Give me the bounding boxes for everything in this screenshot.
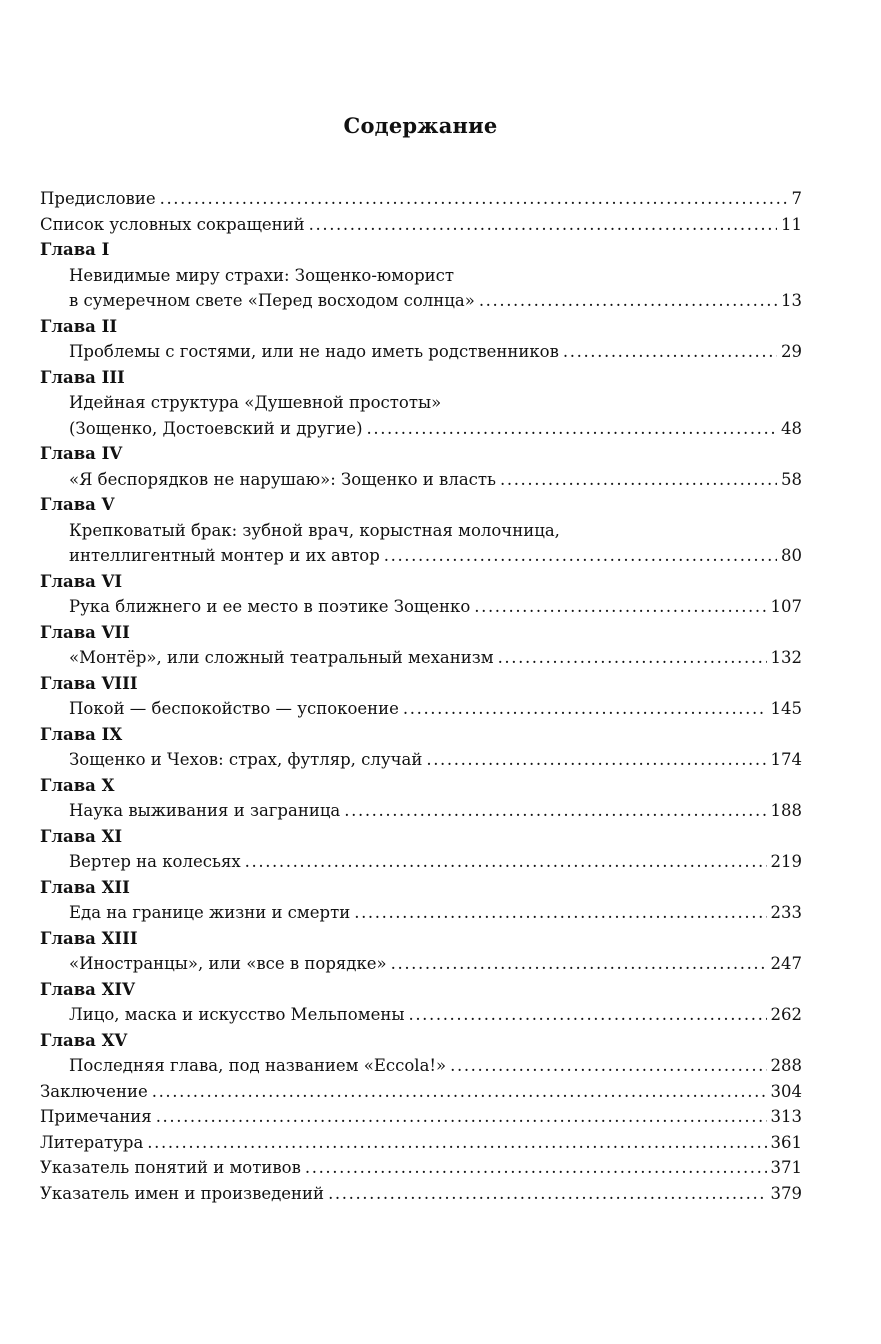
chapter-heading: Глава VI bbox=[40, 571, 123, 591]
dot-leader bbox=[403, 696, 767, 722]
chapter-heading: Глава XIV bbox=[40, 979, 135, 999]
toc-entry-chapter-15[interactable] bbox=[40, 1053, 802, 1079]
toc-page-number: 174 bbox=[770, 750, 802, 769]
toc-page-number: 379 bbox=[770, 1183, 802, 1203]
toc-entry-label: Зощенко и Чехов: страх, футляр, случай bbox=[69, 750, 423, 769]
dot-leader bbox=[156, 1104, 767, 1130]
dot-leader bbox=[498, 645, 767, 671]
toc-entry-label: Проблемы с гостями, или не надо иметь родственников bbox=[69, 342, 559, 361]
dot-leader bbox=[305, 1155, 767, 1181]
toc-entry-abbreviations[interactable] bbox=[40, 212, 802, 238]
table-of-contents bbox=[40, 186, 802, 1206]
chapter-heading: Глава VIII bbox=[40, 673, 138, 693]
toc-entry-label: «Монтёр», или сложный театральный механизм bbox=[69, 648, 494, 667]
toc-entry-label: интеллигентный монтер и их автор bbox=[69, 546, 380, 565]
toc-entry-chapter-9[interactable] bbox=[40, 747, 802, 773]
toc-entry-label: Заключение bbox=[40, 1081, 148, 1101]
toc-entry-chapter-14[interactable] bbox=[40, 1002, 802, 1028]
toc-page-number: 145 bbox=[770, 699, 802, 718]
toc-entry-label: Примечания bbox=[40, 1107, 152, 1126]
chapter-heading: Глава I bbox=[40, 240, 110, 259]
chapter-heading: Глава X bbox=[40, 775, 115, 795]
dot-leader bbox=[147, 1130, 766, 1156]
toc-entry-chapter-8[interactable] bbox=[40, 696, 802, 722]
toc-entry-chapter-7[interactable] bbox=[40, 645, 802, 671]
toc-page-number: 29 bbox=[781, 342, 802, 361]
toc-page-number: 219 bbox=[770, 852, 802, 871]
toc-page-number: 233 bbox=[770, 903, 802, 922]
toc-entry-chapter-3[interactable] bbox=[40, 416, 802, 442]
toc-page-number: 80 bbox=[781, 546, 802, 565]
dot-leader bbox=[245, 849, 767, 875]
toc-page-number: 188 bbox=[770, 801, 802, 820]
toc-page-number: 11 bbox=[781, 214, 802, 234]
toc-entry-bibliography[interactable] bbox=[40, 1130, 802, 1156]
dot-leader bbox=[367, 416, 777, 442]
toc-entry-label: Еда на границе жизни и смерти bbox=[69, 903, 351, 922]
toc-page-number: 371 bbox=[770, 1158, 802, 1177]
toc-entry-label: «Я беспорядков не нарушаю»: Зощенко и власть bbox=[69, 469, 497, 489]
toc-page-number: 247 bbox=[770, 954, 802, 973]
toc-page-number: 132 bbox=[770, 648, 802, 667]
dot-leader bbox=[474, 594, 766, 620]
chapter-heading: Глава VII bbox=[40, 622, 130, 642]
toc-entry-chapter-1[interactable] bbox=[40, 288, 802, 314]
chapter-heading: Глава XI bbox=[40, 826, 123, 846]
toc-entry-label: Вертер на колесьях bbox=[69, 852, 241, 871]
toc-entry-conclusion[interactable] bbox=[40, 1079, 802, 1105]
dot-leader bbox=[309, 212, 777, 238]
toc-entry-concept-index[interactable] bbox=[40, 1155, 802, 1181]
toc-entry-chapter-10[interactable] bbox=[40, 798, 802, 824]
dot-leader bbox=[500, 467, 777, 493]
dot-leader bbox=[408, 1002, 766, 1028]
toc-page-number: 58 bbox=[781, 469, 802, 489]
page-title: Содержание bbox=[343, 113, 498, 138]
chapter-heading: Глава IX bbox=[40, 724, 123, 744]
toc-entry-label: Наука выживания и заграница bbox=[69, 801, 341, 820]
toc-entry-label: Указатель понятий и мотивов bbox=[40, 1158, 301, 1177]
toc-entry-chapter-12[interactable] bbox=[40, 900, 802, 926]
toc-entry-chapter-4[interactable] bbox=[40, 467, 802, 493]
toc-entry-title-line[interactable]: Невидимые миру страхи: Зощенко-юморист bbox=[69, 265, 454, 285]
toc-entry-preface[interactable] bbox=[40, 186, 802, 212]
toc-page-number: 107 bbox=[770, 597, 802, 616]
chapter-heading: Глава IV bbox=[40, 444, 123, 463]
toc-page-number: 262 bbox=[770, 1005, 802, 1024]
toc-page-number: 304 bbox=[770, 1081, 802, 1101]
dot-leader bbox=[563, 339, 777, 365]
chapter-heading: Глава XIII bbox=[40, 928, 138, 948]
toc-entry-chapter-2[interactable] bbox=[40, 339, 802, 365]
toc-entry-label: Рука ближнего и ее место в поэтике Зощенко bbox=[69, 597, 471, 616]
toc-entry-label: Лицо, маска и искусство Мельпомены bbox=[69, 1005, 405, 1024]
dot-leader bbox=[328, 1181, 766, 1207]
toc-page-number: 13 bbox=[781, 291, 802, 310]
toc-entry-label: Литература bbox=[40, 1132, 144, 1152]
toc-page-number: 288 bbox=[770, 1056, 802, 1075]
dot-leader bbox=[160, 186, 788, 212]
dot-leader bbox=[354, 900, 766, 926]
dot-leader bbox=[391, 951, 767, 977]
toc-entry-label: Список условных сокращений bbox=[40, 214, 305, 234]
dot-leader bbox=[426, 747, 766, 773]
toc-entry-title-line[interactable]: Крепковатый брак: зубной врач, корыстная молочница, bbox=[69, 520, 560, 540]
dot-leader bbox=[152, 1079, 767, 1105]
toc-entry-name-index[interactable] bbox=[40, 1181, 802, 1207]
toc-page-number: 361 bbox=[770, 1132, 802, 1152]
toc-page-number: 48 bbox=[781, 418, 802, 438]
dot-leader bbox=[344, 798, 766, 824]
toc-entry-label: Последняя глава, под названием «Eccola!» bbox=[69, 1056, 447, 1075]
dot-leader bbox=[479, 288, 777, 314]
toc-entry-label: Предисловие bbox=[40, 189, 156, 208]
toc-entry-label: «Иностранцы», или «все в порядке» bbox=[69, 954, 387, 973]
chapter-heading: Глава V bbox=[40, 495, 115, 514]
dot-leader bbox=[384, 543, 777, 569]
toc-entry-title-line[interactable]: Идейная структура «Душевной простоты» bbox=[69, 393, 442, 412]
chapter-heading: Глава XV bbox=[40, 1030, 128, 1050]
toc-entry-chapter-13[interactable] bbox=[40, 951, 802, 977]
toc-entry-label: Указатель имен и произведений bbox=[40, 1183, 325, 1203]
toc-entry-chapter-5[interactable] bbox=[40, 543, 802, 569]
chapter-heading: Глава III bbox=[40, 367, 125, 387]
toc-entry-chapter-11[interactable] bbox=[40, 849, 802, 875]
toc-entry-label: в сумеречном свете «Перед восходом солнца» bbox=[69, 291, 475, 310]
dot-leader bbox=[450, 1053, 766, 1079]
toc-page-number: 313 bbox=[770, 1107, 802, 1126]
toc-entry-notes[interactable] bbox=[40, 1104, 802, 1130]
chapter-heading: Глава II bbox=[40, 316, 118, 336]
chapter-heading: Глава XII bbox=[40, 877, 130, 897]
toc-page-number: 7 bbox=[791, 189, 802, 208]
toc-entry-label: (Зощенко, Достоевский и другие) bbox=[69, 418, 363, 438]
toc-entry-label: Покой — беспокойство — успокоение bbox=[69, 699, 399, 718]
toc-entry-chapter-6[interactable] bbox=[40, 594, 802, 620]
